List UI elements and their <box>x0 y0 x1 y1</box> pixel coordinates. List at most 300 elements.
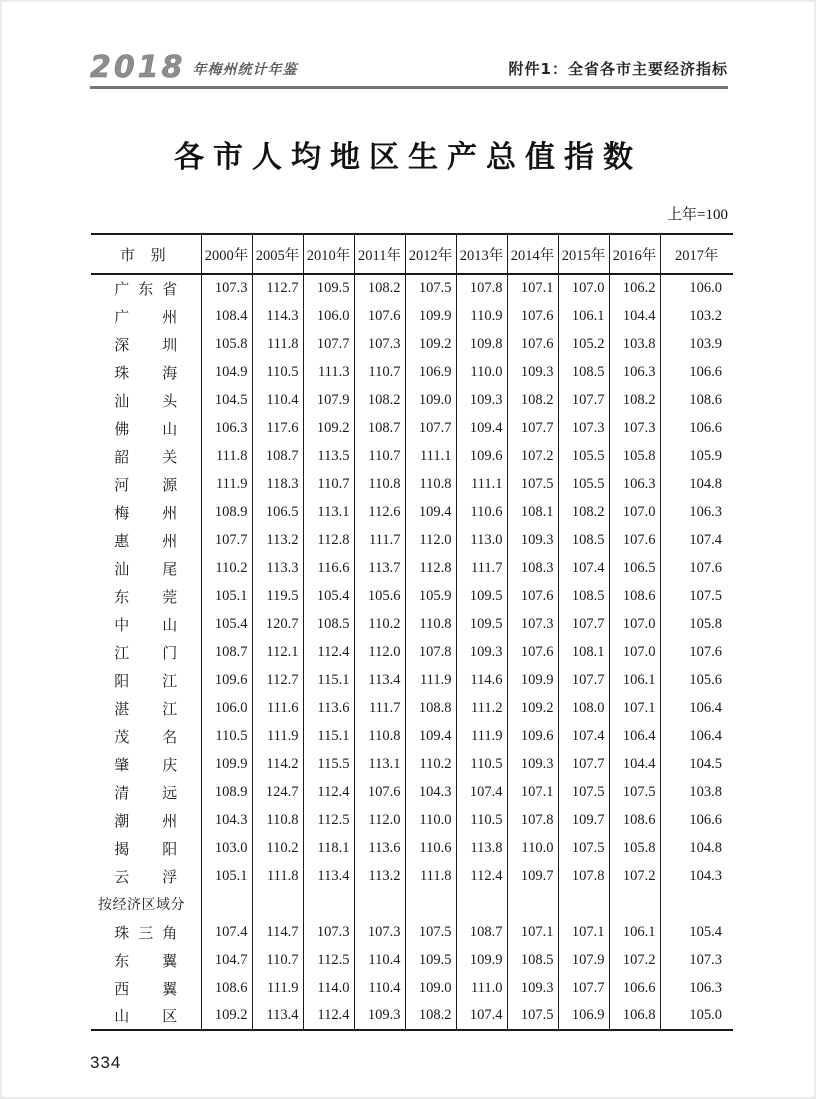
city-name-cell <box>91 526 201 554</box>
value-cell: 105.4 <box>303 582 354 610</box>
value-cell: 111.9 <box>456 722 507 750</box>
value-cell: 105.1 <box>201 582 252 610</box>
value-cell: 104.5 <box>660 750 733 778</box>
running-head <box>2 2 814 89</box>
value-cell: 108.5 <box>507 946 558 974</box>
city-name-cell <box>91 498 201 526</box>
value-cell: 111.6 <box>252 694 303 722</box>
value-cell: 105.4 <box>660 918 733 946</box>
value-cell: 118.1 <box>303 834 354 862</box>
value-cell: 107.9 <box>303 386 354 414</box>
value-cell: 110.8 <box>252 806 303 834</box>
value-cell: 110.5 <box>252 358 303 386</box>
value-cell: 112.0 <box>354 638 405 666</box>
value-cell: 110.6 <box>405 834 456 862</box>
value-cell: 107.7 <box>558 610 609 638</box>
city-name-cell <box>91 778 201 806</box>
city-name: 东莞 <box>114 589 178 606</box>
city-name-cell <box>91 834 201 862</box>
table-row <box>91 358 733 386</box>
value-cell: 109.9 <box>405 302 456 330</box>
year-column-header: 2011年 <box>354 234 405 274</box>
value-cell <box>660 890 733 918</box>
value-cell <box>252 890 303 918</box>
value-cell: 107.8 <box>507 806 558 834</box>
value-cell: 108.2 <box>405 1002 456 1030</box>
value-cell: 104.8 <box>660 834 733 862</box>
city-name-cell <box>91 358 201 386</box>
value-cell: 113.7 <box>354 554 405 582</box>
value-cell: 110.8 <box>354 470 405 498</box>
value-cell: 107.7 <box>558 750 609 778</box>
table-head <box>91 234 733 274</box>
city-name-cell <box>91 918 201 946</box>
city-name: 阳江 <box>114 673 178 690</box>
city-name: 河源 <box>114 477 178 494</box>
value-cell <box>354 890 405 918</box>
value-cell: 111.1 <box>405 442 456 470</box>
city-name: 广州 <box>114 309 178 326</box>
value-cell <box>201 890 252 918</box>
logo-year-text: 2018 <box>90 50 186 85</box>
value-cell <box>558 890 609 918</box>
value-cell: 106.3 <box>201 414 252 442</box>
city-name: 西翼 <box>114 981 178 998</box>
value-cell: 105.5 <box>558 442 609 470</box>
value-cell: 107.4 <box>558 722 609 750</box>
value-cell: 109.3 <box>456 638 507 666</box>
value-cell: 108.2 <box>507 386 558 414</box>
value-cell: 105.8 <box>660 610 733 638</box>
value-cell <box>456 890 507 918</box>
value-cell: 109.2 <box>201 1002 252 1030</box>
table-row <box>91 526 733 554</box>
table-row <box>91 666 733 694</box>
value-cell: 110.6 <box>456 498 507 526</box>
value-cell: 107.5 <box>507 470 558 498</box>
value-cell: 106.5 <box>609 554 660 582</box>
city-name: 梅州 <box>114 505 178 522</box>
value-cell <box>405 890 456 918</box>
city-name-cell <box>91 946 201 974</box>
value-cell: 109.9 <box>201 750 252 778</box>
table-row <box>91 778 733 806</box>
value-cell: 113.6 <box>303 694 354 722</box>
value-cell: 108.8 <box>405 694 456 722</box>
value-cell: 112.6 <box>354 498 405 526</box>
value-cell: 111.1 <box>456 470 507 498</box>
value-cell: 107.0 <box>609 638 660 666</box>
value-cell: 106.4 <box>660 722 733 750</box>
year-column-header: 2017年 <box>660 234 733 274</box>
table-row <box>91 582 733 610</box>
value-cell: 107.7 <box>507 414 558 442</box>
table-row <box>91 638 733 666</box>
page-title: 各市人均地区生产总值指数 <box>174 141 642 174</box>
value-cell: 113.1 <box>354 750 405 778</box>
value-cell: 108.0 <box>558 694 609 722</box>
city-name: 佛山 <box>114 421 178 438</box>
value-cell: 104.3 <box>405 778 456 806</box>
value-cell: 111.2 <box>456 694 507 722</box>
value-cell: 109.2 <box>303 414 354 442</box>
value-cell: 108.6 <box>609 582 660 610</box>
value-cell: 115.1 <box>303 722 354 750</box>
page-number: 334 <box>90 1053 122 1072</box>
value-cell: 107.6 <box>354 778 405 806</box>
value-cell: 107.8 <box>456 274 507 302</box>
value-cell: 106.3 <box>609 470 660 498</box>
city-name-cell <box>91 722 201 750</box>
value-cell: 110.2 <box>252 834 303 862</box>
city-name: 肇庆 <box>114 757 178 774</box>
table-row <box>91 302 733 330</box>
table-body <box>91 274 733 1030</box>
value-cell: 109.9 <box>507 666 558 694</box>
value-cell: 116.6 <box>303 554 354 582</box>
value-cell: 103.8 <box>660 778 733 806</box>
value-cell: 109.5 <box>303 274 354 302</box>
value-cell: 105.4 <box>201 610 252 638</box>
value-cell: 108.2 <box>558 498 609 526</box>
value-cell: 109.3 <box>456 386 507 414</box>
value-cell: 109.2 <box>507 694 558 722</box>
value-cell: 120.7 <box>252 610 303 638</box>
value-cell: 114.0 <box>303 974 354 1002</box>
value-cell: 113.4 <box>303 862 354 890</box>
value-cell: 108.4 <box>201 302 252 330</box>
value-cell: 109.4 <box>405 722 456 750</box>
value-cell: 107.0 <box>558 274 609 302</box>
value-cell: 104.3 <box>660 862 733 890</box>
value-cell: 107.1 <box>558 918 609 946</box>
city-name-cell <box>91 666 201 694</box>
unit-note: 上年=100 <box>667 207 728 223</box>
table-row <box>91 834 733 862</box>
value-cell: 107.7 <box>558 386 609 414</box>
value-cell: 110.8 <box>405 470 456 498</box>
table-row <box>91 890 733 918</box>
value-cell <box>507 890 558 918</box>
value-cell: 106.4 <box>609 722 660 750</box>
year-column-header: 2016年 <box>609 234 660 274</box>
city-name-cell <box>91 610 201 638</box>
attachment-label: 附件1：全省各市主要经济指标 <box>508 60 728 78</box>
value-cell: 109.3 <box>507 750 558 778</box>
city-name-cell <box>91 862 201 890</box>
value-cell: 108.5 <box>558 358 609 386</box>
value-cell: 107.6 <box>609 526 660 554</box>
value-cell: 112.8 <box>405 554 456 582</box>
value-cell: 112.0 <box>405 526 456 554</box>
value-cell: 111.8 <box>405 862 456 890</box>
value-cell: 106.8 <box>609 1002 660 1030</box>
value-cell: 113.5 <box>303 442 354 470</box>
table-row <box>91 806 733 834</box>
value-cell: 105.8 <box>201 330 252 358</box>
value-cell: 114.6 <box>456 666 507 694</box>
value-cell: 107.6 <box>660 638 733 666</box>
value-cell: 107.7 <box>558 666 609 694</box>
value-cell: 107.3 <box>354 330 405 358</box>
value-cell: 112.7 <box>252 274 303 302</box>
table-row <box>91 554 733 582</box>
value-cell: 107.6 <box>660 554 733 582</box>
city-name: 汕尾 <box>114 561 178 578</box>
value-cell: 109.3 <box>507 974 558 1002</box>
table-row <box>91 274 733 302</box>
city-column-header: 市 别 <box>91 234 201 274</box>
value-cell: 124.7 <box>252 778 303 806</box>
city-name: 韶关 <box>114 449 178 466</box>
value-cell: 113.1 <box>303 498 354 526</box>
value-cell: 112.0 <box>354 806 405 834</box>
city-name: 深圳 <box>114 337 178 354</box>
city-name: 中山 <box>114 617 178 634</box>
value-cell: 112.5 <box>303 806 354 834</box>
city-name-cell <box>91 694 201 722</box>
city-name-cell <box>91 974 201 1002</box>
value-cell: 107.3 <box>660 946 733 974</box>
value-cell: 106.9 <box>405 358 456 386</box>
city-name: 江门 <box>114 645 178 662</box>
value-cell: 108.7 <box>252 442 303 470</box>
value-cell: 107.1 <box>609 694 660 722</box>
value-cell: 109.9 <box>456 946 507 974</box>
city-name-cell <box>91 554 201 582</box>
city-name: 山区 <box>114 1009 178 1025</box>
value-cell: 103.2 <box>660 302 733 330</box>
value-cell: 107.7 <box>201 526 252 554</box>
value-cell: 107.5 <box>660 582 733 610</box>
value-cell: 110.4 <box>252 386 303 414</box>
value-cell: 108.6 <box>609 806 660 834</box>
value-cell: 108.6 <box>201 974 252 1002</box>
value-cell: 111.9 <box>252 722 303 750</box>
value-cell: 107.6 <box>507 330 558 358</box>
value-cell: 111.0 <box>456 974 507 1002</box>
value-cell: 111.7 <box>456 554 507 582</box>
value-cell: 105.1 <box>201 862 252 890</box>
value-cell: 109.5 <box>456 582 507 610</box>
value-cell: 107.1 <box>507 918 558 946</box>
value-cell: 109.0 <box>405 974 456 1002</box>
value-cell: 109.6 <box>456 442 507 470</box>
value-cell: 105.6 <box>660 666 733 694</box>
value-cell: 108.2 <box>609 386 660 414</box>
table-row <box>91 414 733 442</box>
value-cell: 111.8 <box>252 330 303 358</box>
value-cell: 110.7 <box>303 470 354 498</box>
value-cell: 104.9 <box>201 358 252 386</box>
value-cell: 110.7 <box>252 946 303 974</box>
value-cell: 106.1 <box>609 666 660 694</box>
value-cell: 109.3 <box>507 358 558 386</box>
value-cell: 107.3 <box>558 414 609 442</box>
value-cell: 107.0 <box>609 498 660 526</box>
value-cell: 108.5 <box>558 526 609 554</box>
table-row <box>91 862 733 890</box>
value-cell: 108.7 <box>201 638 252 666</box>
value-cell: 110.7 <box>354 442 405 470</box>
value-cell: 106.2 <box>609 274 660 302</box>
value-cell: 109.6 <box>201 666 252 694</box>
value-cell: 108.2 <box>354 274 405 302</box>
city-name-cell <box>91 890 201 918</box>
value-cell: 107.6 <box>507 638 558 666</box>
value-cell: 106.6 <box>660 358 733 386</box>
value-cell: 108.2 <box>354 386 405 414</box>
value-cell: 108.7 <box>456 918 507 946</box>
city-name-cell <box>91 302 201 330</box>
city-name-cell <box>91 442 201 470</box>
value-cell: 106.6 <box>609 974 660 1002</box>
table-row <box>91 442 733 470</box>
value-cell: 107.1 <box>507 778 558 806</box>
value-cell: 105.6 <box>354 582 405 610</box>
value-cell: 112.7 <box>252 666 303 694</box>
value-cell: 112.4 <box>303 778 354 806</box>
value-cell: 113.8 <box>456 834 507 862</box>
value-cell: 114.2 <box>252 750 303 778</box>
value-cell: 107.4 <box>456 1002 507 1030</box>
value-cell: 107.4 <box>558 554 609 582</box>
value-cell: 107.4 <box>660 526 733 554</box>
value-cell: 106.6 <box>660 414 733 442</box>
value-cell: 107.3 <box>303 918 354 946</box>
value-cell: 107.5 <box>507 1002 558 1030</box>
value-cell: 108.7 <box>354 414 405 442</box>
value-cell: 107.3 <box>354 918 405 946</box>
table-row <box>91 722 733 750</box>
value-cell: 111.7 <box>354 526 405 554</box>
value-cell: 107.3 <box>609 414 660 442</box>
value-cell: 110.0 <box>456 358 507 386</box>
table-row <box>91 750 733 778</box>
gdp-index-table <box>91 233 733 1031</box>
value-cell: 103.9 <box>660 330 733 358</box>
city-name-cell <box>91 470 201 498</box>
city-name: 东翼 <box>114 953 178 970</box>
value-cell: 112.4 <box>303 1002 354 1030</box>
value-cell <box>609 890 660 918</box>
value-cell: 109.6 <box>507 722 558 750</box>
value-cell: 110.5 <box>201 722 252 750</box>
table-row <box>91 330 733 358</box>
year-column-header: 2014年 <box>507 234 558 274</box>
value-cell: 104.7 <box>201 946 252 974</box>
city-name-cell <box>91 806 201 834</box>
value-cell: 108.6 <box>660 386 733 414</box>
table-row <box>91 974 733 1002</box>
value-cell: 106.0 <box>201 694 252 722</box>
year-column-header: 2000年 <box>201 234 252 274</box>
value-cell: 106.0 <box>660 274 733 302</box>
header-rule <box>90 86 728 89</box>
city-name: 珠海 <box>114 365 178 382</box>
value-cell: 107.0 <box>609 610 660 638</box>
value-cell: 106.0 <box>303 302 354 330</box>
value-cell: 104.5 <box>201 386 252 414</box>
value-cell: 113.2 <box>354 862 405 890</box>
value-cell: 107.5 <box>405 918 456 946</box>
table-row <box>91 694 733 722</box>
value-cell: 104.4 <box>609 302 660 330</box>
value-cell: 109.5 <box>405 946 456 974</box>
value-cell: 105.2 <box>558 330 609 358</box>
value-cell: 106.9 <box>558 1002 609 1030</box>
value-cell: 107.8 <box>558 862 609 890</box>
value-cell: 113.6 <box>354 834 405 862</box>
value-cell: 111.7 <box>354 694 405 722</box>
value-cell: 107.6 <box>507 302 558 330</box>
table-row <box>91 386 733 414</box>
value-cell: 112.4 <box>303 638 354 666</box>
table-header-row <box>91 234 733 274</box>
value-cell: 106.1 <box>558 302 609 330</box>
value-cell: 106.6 <box>660 806 733 834</box>
value-cell: 107.3 <box>507 610 558 638</box>
value-cell: 109.7 <box>507 862 558 890</box>
value-cell: 108.5 <box>303 610 354 638</box>
value-cell: 115.5 <box>303 750 354 778</box>
city-name-cell <box>91 1002 201 1030</box>
table-row <box>91 470 733 498</box>
value-cell: 105.9 <box>405 582 456 610</box>
value-cell: 111.9 <box>252 974 303 1002</box>
value-cell: 110.2 <box>354 610 405 638</box>
value-cell: 114.7 <box>252 918 303 946</box>
value-cell: 108.5 <box>558 582 609 610</box>
value-cell: 112.5 <box>303 946 354 974</box>
value-cell: 107.2 <box>507 442 558 470</box>
value-cell: 108.3 <box>507 554 558 582</box>
value-cell: 108.9 <box>201 498 252 526</box>
value-cell: 110.4 <box>354 946 405 974</box>
city-name: 广东省 <box>114 282 178 298</box>
value-cell: 112.4 <box>456 862 507 890</box>
city-name-cell <box>91 750 201 778</box>
value-cell: 110.2 <box>405 750 456 778</box>
year-column-header: 2012年 <box>405 234 456 274</box>
value-cell: 107.4 <box>201 918 252 946</box>
table-row <box>91 498 733 526</box>
value-cell: 106.3 <box>609 358 660 386</box>
value-cell: 110.2 <box>201 554 252 582</box>
value-cell: 118.3 <box>252 470 303 498</box>
value-cell: 110.0 <box>507 834 558 862</box>
value-cell: 109.3 <box>507 526 558 554</box>
value-cell: 111.9 <box>405 666 456 694</box>
value-cell: 106.5 <box>252 498 303 526</box>
table-row <box>91 1002 733 1030</box>
value-cell: 105.8 <box>609 442 660 470</box>
value-cell: 107.4 <box>456 778 507 806</box>
value-cell: 110.5 <box>456 806 507 834</box>
city-name-cell <box>91 414 201 442</box>
value-cell: 107.7 <box>558 974 609 1002</box>
city-name: 清远 <box>114 785 178 802</box>
value-cell: 105.9 <box>660 442 733 470</box>
city-name: 云浮 <box>114 869 178 886</box>
value-cell: 111.8 <box>252 862 303 890</box>
value-cell: 112.1 <box>252 638 303 666</box>
value-cell: 107.6 <box>354 302 405 330</box>
value-cell: 109.3 <box>354 1002 405 1030</box>
value-cell: 109.7 <box>558 806 609 834</box>
value-cell: 114.3 <box>252 302 303 330</box>
value-cell: 106.3 <box>660 974 733 1002</box>
